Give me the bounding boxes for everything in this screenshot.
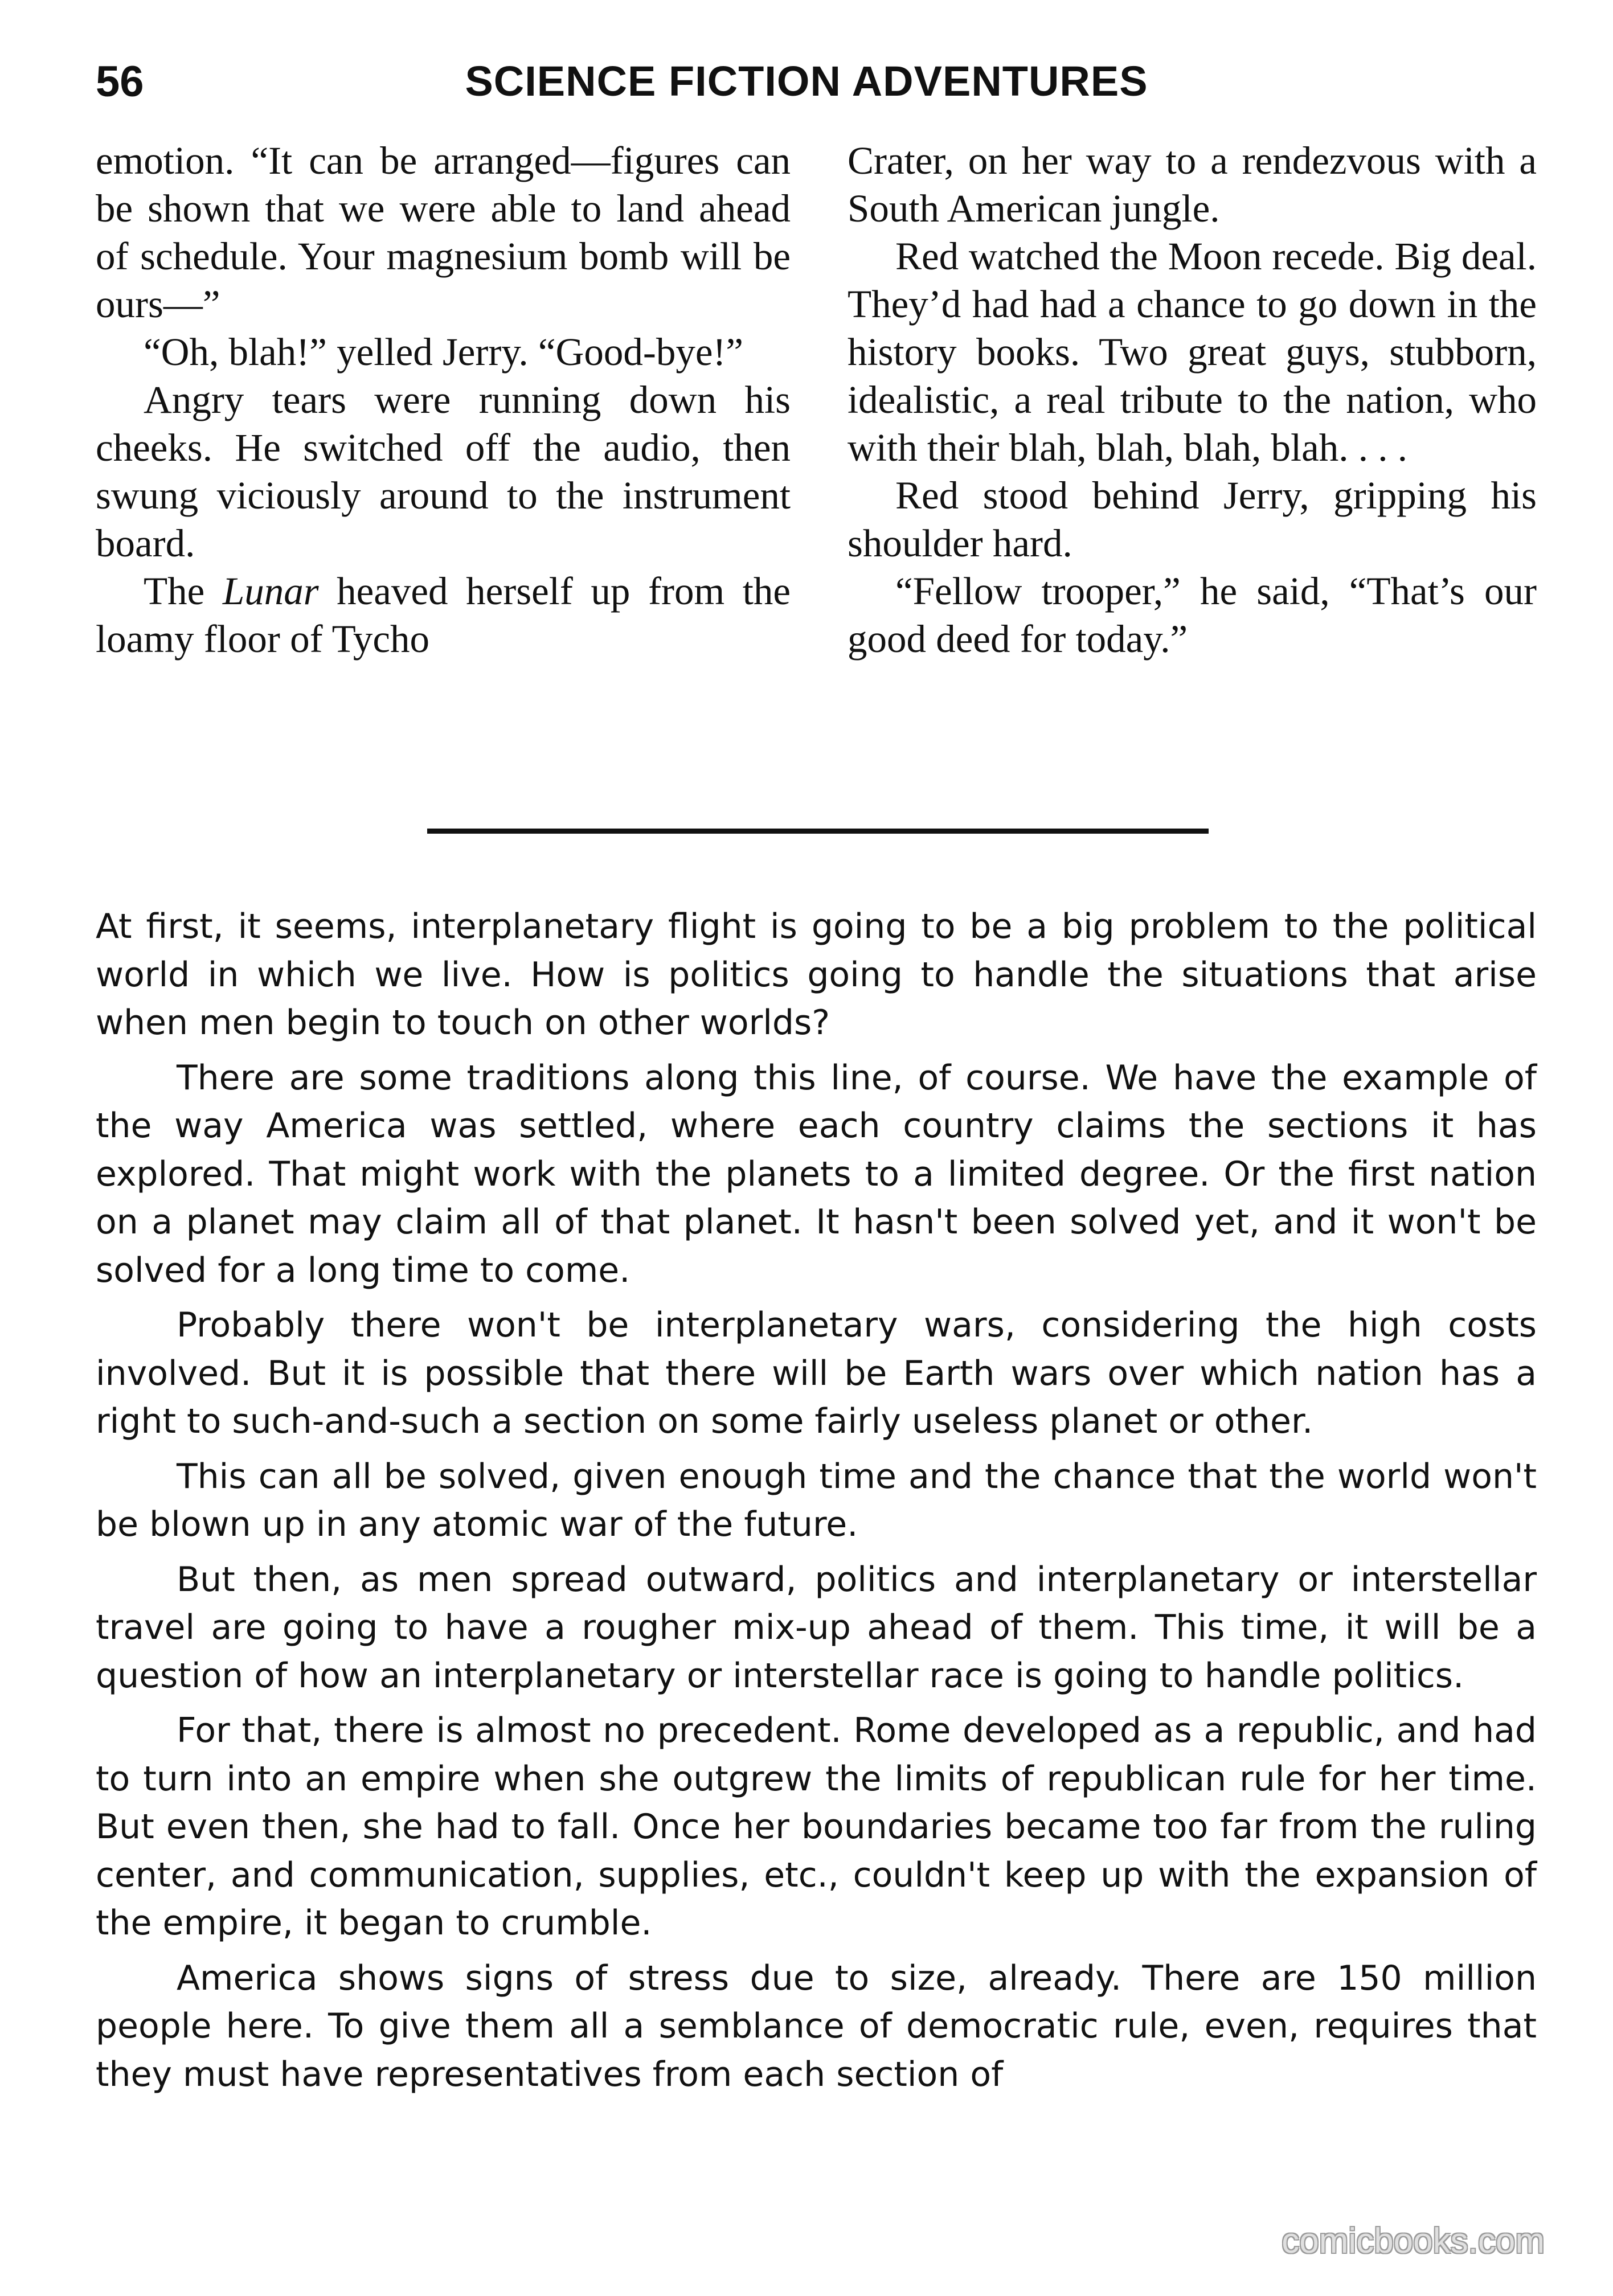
story-paragraph: Red watched the Moon recede. Big deal. They’d had had a chance to go down in the history books. Two great guys, stubborn, idealistic, a real tribute to the nation, who with their blah, blah, blah, blah. . . . [848,235,1537,469]
article-paragraph: Probably there won't be interplanetary wars, considering the high costs involved. But it is possible that there will be Earth wars over which nation has a right to such-and-such a section on some fairly useless planet or other. [96,1305,1537,1441]
watermark: comicbooks.com [1282,2221,1545,2261]
story-left-column [96,137,791,774]
article-paragraph: But then, as men spread outward, politics and interplanetary or interstellar travel are going to have a rougher mix-up ahead of them. This time, it will be a question of how an interplanetary or interstellar race is going to handle politics. [96,1559,1537,1696]
story-text: heaved herself up from the loamy floor of Tycho [96,569,791,661]
running-head: SCIENCE FICTION ADVENTURES [465,58,1148,105]
story-paragraph: Red stood behind Jerry, gripping his shoulder hard. [848,474,1537,565]
story-right-column [848,137,1537,774]
article-paragraph: At first, it seems, interplanetary flight is going to be a big problem to the political world in which we live. How is politics going to handle the situations that arise when men begin to touch on other worlds? [96,907,1537,1043]
article-paragraph: For that, there is almost no precedent. Rome developed as a republic, and had to turn into an empire when she outgrew the limits of republican rule for her time. But even then, she had to fall. Once her boundaries became too far from the ruling center, and communication, supplies, etc., couldn't keep up with the expansion of the empire, it began to crumble. [96,1711,1537,1943]
story-paragraph: Crater, on her way to a rendezvous with a South American jungle. [848,139,1537,230]
section-divider [427,829,1209,834]
ship-name: Lunar [222,569,319,613]
story-paragraph: emotion. “It can be arranged—figures can be shown that we were able to land ahead of schedule. Your magnesium bomb will be ours—” [96,139,791,326]
story-paragraph: “Oh, blah!” yelled Jerry. “Good-bye!” [144,330,744,374]
article-paragraph: There are some traditions along this line, of course. We have the example of the way America was settled, where each country claims the sections it has explored. That might work with the planets to a limited degree. Or the first nation on a planet may claim all of that planet. It hasn't been solved yet, and it won't be solved for a long time to come. [96,1057,1537,1290]
page-number: 56 [96,58,144,106]
article-paragraph: America shows signs of stress due to size, already. There are 150 million people here. To give them all a semblance of democratic rule, even, requires that they must have representatives from each section of [96,1958,1537,2094]
story-columns [96,137,1537,774]
story-text: The [144,569,223,613]
story-paragraph: “Fellow trooper,” he said, “That’s our good deed for today.” [848,569,1537,661]
story-paragraph [96,567,791,663]
story-paragraph: Angry tears were running down his cheeks. He switched off the audio, then swung viciously around to the instrument board. [96,378,791,565]
article-paragraph: This can all be solved, given enough time and the chance that the world won't be blown up in any atomic war of the future. [96,1456,1537,1544]
article-body [96,903,1537,2105]
